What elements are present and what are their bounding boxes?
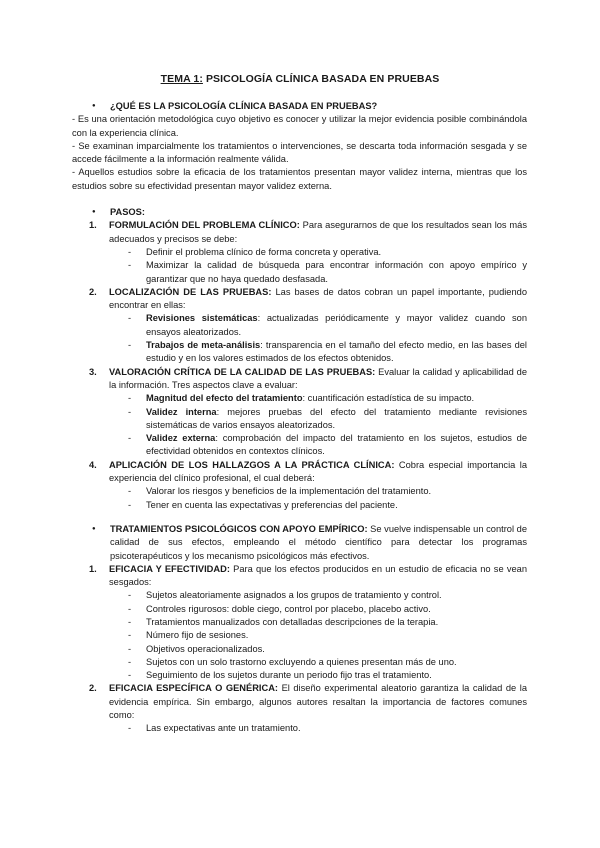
step-item — [72, 366, 527, 459]
sub-list — [109, 246, 527, 286]
step-number: 4. — [89, 459, 97, 470]
dash-marker: - — [128, 393, 132, 404]
dash-marker: - — [128, 723, 132, 734]
sub-item-text: : cuantificación estadística de su impacto. — [302, 393, 475, 404]
sub-item-text: Definir el problema clínico de forma concreta y operativa. — [146, 246, 382, 257]
title-text: PSICOLOGÍA CLÍNICA BASADA EN PRUEBAS — [202, 73, 440, 85]
sub-item — [109, 246, 527, 259]
sub-item-text: Número fijo de sesiones. — [146, 630, 249, 641]
step-item — [72, 286, 527, 366]
sub-item-term: Validez externa — [146, 433, 216, 444]
step-text: El diseño experimental aleatorio garantiza la calidad de la evidencia empírica. Sin embargo, algunos autores resaltan la importancia de factores comunes como: — [109, 683, 527, 721]
sub-item — [109, 485, 527, 498]
step-item — [72, 682, 527, 735]
sub-list — [109, 589, 527, 682]
step-number: 2. — [89, 286, 97, 297]
step-item — [72, 459, 527, 512]
section3-text: Se vuelve indispensable un control de calidad de sus efectos, empleando el método científico para detectar los programas psicoterapéuticos y los mecanismo psicológicos más efectivos. — [110, 523, 527, 561]
sub-item — [109, 643, 527, 656]
dash-marker: - — [128, 616, 132, 627]
dash-marker: - — [128, 246, 132, 257]
sub-item-text: Seguimiento de los sujetos durante un periodo fijo tras el tratamiento. — [146, 670, 432, 681]
dash-marker: - — [128, 590, 132, 601]
sub-list — [109, 392, 527, 458]
dash-marker: - — [128, 643, 132, 654]
section1-paragraph: - Es una orientación metodológica cuyo objetivo es conocer y utilizar la mejor evidencia posible combinándola con la experiencia clínica. — [72, 114, 527, 138]
step-number: 1. — [89, 220, 97, 231]
dash-marker: - — [128, 656, 132, 667]
sub-item-term: Revisiones sistemáticas — [146, 313, 258, 324]
sub-item-text: Sujetos con un solo trastorno excluyendo a quienes presentan más de uno. — [146, 656, 457, 667]
sub-item-text: : transparencia en el tamaño del efecto medio, en las bases del estudio y en los valores estimados de los efectos obtenidos. — [146, 340, 527, 364]
sub-item-term: Trabajos de meta-análisis — [146, 340, 261, 351]
sub-item-text: Objetivos operacionalizados. — [146, 643, 265, 654]
step-title: VALORACIÓN CRÍTICA DE LA CALIDAD DE LAS PRUEBAS: — [109, 366, 376, 377]
sub-item-text: : comprobación del impacto del tratamiento en los sujetos, estudios de efectividad obtenidos en contextos clínicos. — [146, 433, 527, 457]
sub-item-text: Las expectativas ante un tratamiento. — [146, 723, 301, 734]
sub-item — [109, 589, 527, 602]
sub-item — [109, 669, 527, 682]
sub-item — [109, 656, 527, 669]
section1-heading: ● ¿QUÉ ES LA PSICOLOGÍA CLÍNICA BASADA EN PRUEBAS? — [92, 100, 527, 113]
sub-item — [109, 339, 527, 366]
step-item — [72, 219, 527, 285]
step-text: Cobra especial importancia la experiencia del clínico profesional, el cual deberá: — [109, 459, 527, 484]
sub-item-text: : mejores pruebas del efecto del tratamiento mediante revisiones sistemáticas de varios ensayos aleatorizados. — [146, 406, 527, 430]
sub-item-term: Validez interna — [146, 406, 217, 417]
sub-item — [109, 312, 527, 339]
step-number: 2. — [89, 683, 97, 694]
sub-item-text: : actualizadas periódicamente y mayor validez cuando son ensayos aleatorizados. — [146, 313, 527, 337]
dash-marker: - — [128, 603, 132, 614]
sub-item-text: Maximizar la calidad de búsqueda para encontrar información con apoyo empírico y garantizar que no haya quedado desfasada. — [146, 260, 527, 284]
step-title: LOCALIZACIÓN DE LAS PRUEBAS: — [109, 286, 272, 297]
steps-list — [72, 563, 527, 736]
dash-marker: - — [128, 406, 132, 417]
step-title: FORMULACIÓN DEL PROBLEMA CLÍNICO: — [109, 220, 300, 231]
step-number: 3. — [89, 366, 97, 377]
sub-item-term: Magnitud del efecto del tratamiento — [146, 393, 303, 404]
sub-item — [109, 499, 527, 512]
step-text: Para que los efectos producidos en un estudio de eficacia no se vean sesgados: — [109, 563, 527, 588]
section1-paragraph: - Aquellos estudios sobre la eficacia de los tratamientos presentan mayor validez interna, mientras que los estudios sobre su efectividad presentan mayor validez externa. — [72, 167, 527, 191]
sub-item-text: Valorar los riesgos y beneficios de la implementación del tratamiento. — [146, 486, 432, 497]
sub-item-text: Tener en cuenta las expectativas y preferencias del paciente. — [146, 499, 398, 510]
sub-list — [109, 722, 527, 735]
title-prefix: TEMA 1: — [160, 73, 203, 85]
dash-marker: - — [128, 630, 132, 641]
dash-marker: - — [128, 499, 132, 510]
step-title: EFICACIA Y EFECTIVIDAD: — [109, 563, 230, 574]
sub-item-text: Sujetos aleatoriamente asignados a los grupos de tratamiento y control. — [146, 590, 442, 601]
section1-paragraph: - Se examinan imparcialmente los tratamientos o intervenciones, se descarta toda información sesgada y se accede fácilmente a la información realmente válida. — [72, 140, 527, 165]
step-item — [72, 563, 527, 683]
sub-list — [109, 312, 527, 365]
dash-marker: - — [128, 313, 132, 324]
sub-item — [109, 259, 527, 286]
step-title: APLICACIÓN DE LOS HALLAZGOS A LA PRÁCTICA CLÍNICA: — [109, 459, 395, 470]
document-body — [72, 100, 527, 736]
sub-item — [109, 722, 527, 735]
sub-item-text: Tratamientos manualizados con detalladas descripciones de la terapia. — [146, 616, 439, 627]
sub-item — [109, 406, 527, 433]
sub-item — [109, 392, 527, 405]
page-title — [0, 73, 600, 85]
section2-heading: ● PASOS: — [92, 206, 527, 219]
step-number: 1. — [89, 563, 97, 574]
step-text: Para asegurarnos de que los resultados sean los más adecuados y precisos se debe: — [109, 220, 527, 244]
sub-item — [109, 603, 527, 616]
sub-item — [109, 616, 527, 629]
section3-heading: ● TRATAMIENTOS PSICOLÓGICOS CON APOYO EMPÍRICO: Se vuelve indispensable un control de calidad de sus efectos, empleando el método científico para detectar los programas psicoterapéuticos y los mecanismo psicológicos más efectivos. — [92, 523, 527, 563]
sub-item — [109, 629, 527, 642]
dash-marker: - — [128, 433, 132, 444]
dash-marker: - — [128, 340, 132, 351]
step-text: Evaluar la calidad y aplicabilidad de la información. Tres aspectos clave a evaluar: — [109, 366, 527, 390]
dash-marker: - — [128, 486, 132, 497]
step-title: EFICACIA ESPECÍFICA O GENÉRICA: — [109, 683, 279, 694]
sub-item — [109, 432, 527, 459]
sub-list — [109, 485, 527, 512]
step-text: Las bases de datos cobran un papel importante, pudiendo encontrar en ellas: — [109, 286, 527, 311]
steps-list — [72, 219, 527, 512]
dash-marker: - — [128, 260, 132, 271]
sub-item-text: Controles rigurosos: doble ciego, control por placebo, placebo activo. — [146, 603, 431, 614]
dash-marker: - — [128, 670, 132, 681]
